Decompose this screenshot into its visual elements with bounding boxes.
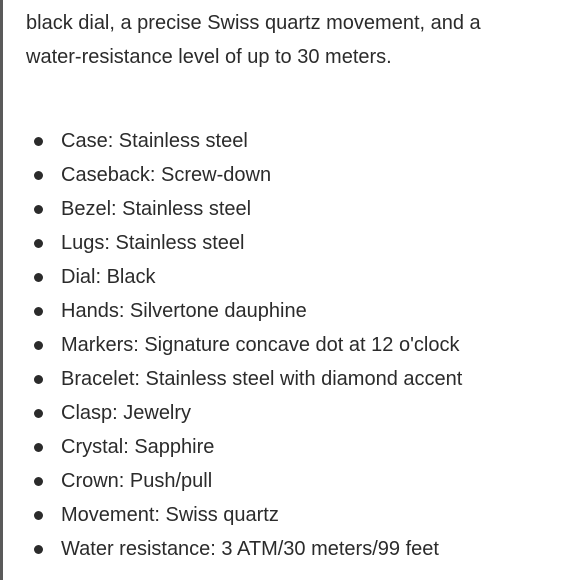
spec-text: Markers: Signature concave dot at 12 o'clock [61, 334, 460, 356]
bullet-icon [34, 375, 43, 384]
spec-item-hands [34, 294, 462, 328]
spec-text: Dial: Black [61, 266, 156, 288]
spec-item-lugs [34, 226, 462, 260]
spec-text: Clasp: Jewelry [61, 402, 192, 424]
left-border [0, 0, 3, 580]
spec-text: Bezel: Stainless steel [61, 198, 252, 220]
spec-item-water-resistance [34, 532, 462, 566]
spec-item-clasp [34, 396, 462, 430]
bullet-icon [34, 171, 43, 180]
bullet-icon [34, 511, 43, 520]
spec-list [34, 124, 462, 566]
spec-text: Crystal: Sapphire [61, 436, 215, 458]
bullet-icon [34, 239, 43, 248]
spec-text: Bracelet: Stainless steel with diamond accent [61, 368, 463, 390]
spec-text: Case: Stainless steel [61, 130, 248, 152]
spec-text: Water resistance: 3 ATM/30 meters/99 feet [61, 538, 439, 560]
spec-text: Lugs: Stainless steel [61, 232, 245, 254]
spec-item-markers [34, 328, 462, 362]
description-line-1: black dial, a precise Swiss quartz movement, and a [26, 12, 481, 34]
spec-text: Crown: Push/pull [61, 470, 213, 492]
spec-item-dial [34, 260, 462, 294]
spec-item-case [34, 124, 462, 158]
spec-item-crystal [34, 430, 462, 464]
bullet-icon [34, 307, 43, 316]
bullet-icon [34, 341, 43, 350]
spec-item-movement [34, 498, 462, 532]
spec-text: Hands: Silvertone dauphine [61, 300, 307, 322]
spec-item-crown [34, 464, 462, 498]
bullet-icon [34, 409, 43, 418]
description-paragraph [26, 6, 566, 74]
bullet-icon [34, 443, 43, 452]
product-description [26, 6, 566, 74]
bullet-icon [34, 273, 43, 282]
bullet-icon [34, 545, 43, 554]
bullet-icon [34, 137, 43, 146]
spec-item-bracelet [34, 362, 462, 396]
bullet-icon [34, 477, 43, 486]
description-line-2: water-resistance level of up to 30 meters. [26, 46, 392, 68]
spec-item-caseback [34, 158, 462, 192]
spec-item-bezel [34, 192, 462, 226]
bullet-icon [34, 205, 43, 214]
spec-text: Caseback: Screw-down [61, 164, 272, 186]
spec-text: Movement: Swiss quartz [61, 504, 279, 526]
